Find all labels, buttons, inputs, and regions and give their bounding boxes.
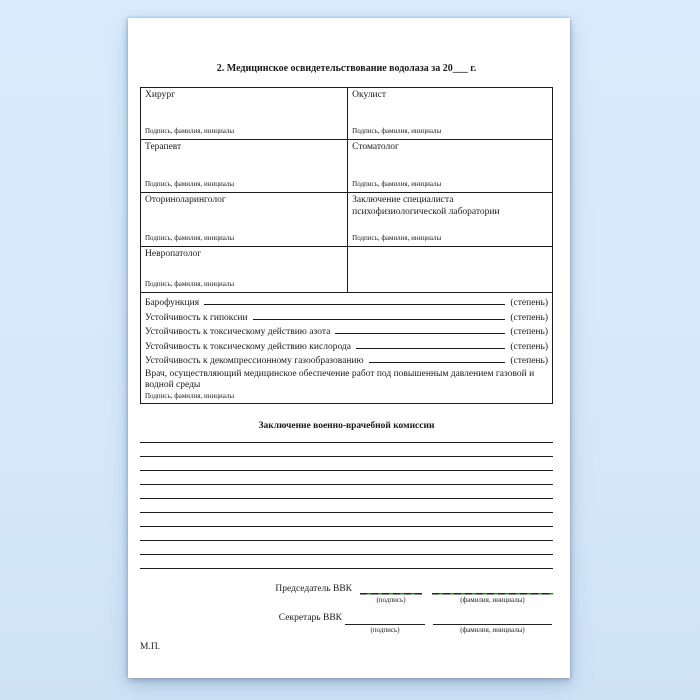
specialist-label: Окулист xyxy=(352,90,387,100)
ruled-line xyxy=(140,527,553,541)
resistance-label: Устойчивость к декомпрессионному газообразованию xyxy=(145,356,364,367)
ruled-line xyxy=(140,541,553,555)
signature-block xyxy=(140,583,553,652)
fill-in-blank-line xyxy=(369,353,506,363)
supervising-doctor-note: Врач, осуществляющий медицинское обеспечение работ под повышенным давлением газовой и водной среды xyxy=(145,368,535,390)
resistance-line-decompression xyxy=(145,353,548,368)
cell-dentist xyxy=(348,140,552,192)
signature-hint: Подпись, фамилия, инициалы xyxy=(145,234,235,242)
fill-in-blank-line xyxy=(335,324,505,334)
resistance-label: Устойчивость к токсическому действию азота xyxy=(145,327,331,338)
ruled-line xyxy=(140,555,553,569)
secretary-sign-field xyxy=(345,612,425,635)
degree-suffix: (степень) xyxy=(510,327,548,338)
specialist-label: Оториноларинголог xyxy=(145,195,226,205)
signature-blank-line xyxy=(432,583,553,595)
degree-suffix: (степень) xyxy=(510,356,548,367)
cell-therapist xyxy=(141,140,348,192)
fill-in-blank-line xyxy=(253,310,506,320)
specialist-label: Хирург xyxy=(145,90,175,100)
degree-suffix: (степень) xyxy=(510,298,548,308)
secretary-signature-row xyxy=(140,612,553,635)
signature-hint: Подпись, фамилия, инициалы xyxy=(352,127,442,135)
sign-sublabel: (подпись) xyxy=(370,625,400,634)
fill-in-blank-line xyxy=(356,339,505,349)
table-row xyxy=(141,88,552,140)
table-row xyxy=(141,193,552,247)
ruled-line xyxy=(140,485,553,499)
conclusion-heading: Заключение военно-врачебной комиссии xyxy=(258,420,435,431)
resistance-label: Устойчивость к токсическому действию кислорода xyxy=(145,341,351,352)
signature-blank-line xyxy=(345,612,425,625)
degree-suffix: (степень) xyxy=(510,341,548,352)
document-page xyxy=(128,18,570,678)
cell-empty xyxy=(348,247,552,292)
ruled-line xyxy=(140,471,553,485)
resistance-line-nitrogen xyxy=(145,324,548,339)
conclusion-writing-area xyxy=(140,429,553,569)
ruled-line xyxy=(140,513,553,527)
ruled-line xyxy=(140,457,553,471)
chairman-signature-row xyxy=(140,583,553,605)
resistance-line-barofunction xyxy=(145,295,548,310)
chairman-name-field xyxy=(432,583,553,605)
signature-hint: Подпись, фамилия, инициалы xyxy=(145,391,235,400)
cell-neuropathologist xyxy=(141,247,348,292)
signature-hint: Подпись, фамилия, инициалы xyxy=(352,180,442,188)
document-content xyxy=(128,18,570,652)
sign-sublabel: (подпись) xyxy=(376,595,406,604)
document-title: 2. Медицинское освидетельствование водолаза за 20___ г. xyxy=(216,63,477,74)
resistance-label: Устойчивость к гипоксии xyxy=(145,312,248,323)
resistance-section xyxy=(141,293,552,368)
specialist-label: Терапевт xyxy=(145,142,182,152)
resistance-label: Барофункция xyxy=(145,298,200,308)
cell-otolaryngologist xyxy=(141,193,348,246)
specialist-label: Заключение специалиста психофизиологической лаборатории xyxy=(352,195,500,217)
specialist-label: Невропатолог xyxy=(145,249,202,259)
table-row xyxy=(141,140,552,193)
secretary-name-field xyxy=(433,612,552,635)
resistance-line-oxygen xyxy=(145,339,548,354)
secretary-label: Секретарь ВВК xyxy=(278,612,342,623)
ruled-line xyxy=(140,499,553,513)
stamp-placeholder: М.П. xyxy=(140,641,161,652)
degree-suffix: (степень) xyxy=(510,312,548,323)
signature-blank-line xyxy=(433,612,552,625)
signature-hint: Подпись, фамилия, инициалы xyxy=(145,280,235,288)
signature-hint: Подпись, фамилия, инициалы xyxy=(145,180,235,188)
name-sublabel: (фамилия, инициалы) xyxy=(460,625,525,634)
chairman-sign-field xyxy=(360,583,422,605)
cell-surgeon xyxy=(141,88,348,139)
table-row xyxy=(141,247,552,293)
fill-in-blank-line xyxy=(204,295,505,305)
resistance-line-hypoxia xyxy=(145,310,548,325)
name-sublabel: (фамилия, инициалы) xyxy=(460,595,525,604)
specialists-table xyxy=(140,87,553,404)
cell-oculist xyxy=(348,88,552,139)
specialist-label: Стоматолог xyxy=(352,142,399,152)
chairman-label: Председатель ВВК xyxy=(275,583,352,594)
signature-hint: Подпись, фамилия, инициалы xyxy=(145,127,235,135)
signature-hint: Подпись, фамилия, инициалы xyxy=(352,234,442,242)
signature-blank-line xyxy=(360,583,422,595)
ruled-line xyxy=(140,443,553,457)
cell-psychophysiology-lab xyxy=(348,193,552,246)
